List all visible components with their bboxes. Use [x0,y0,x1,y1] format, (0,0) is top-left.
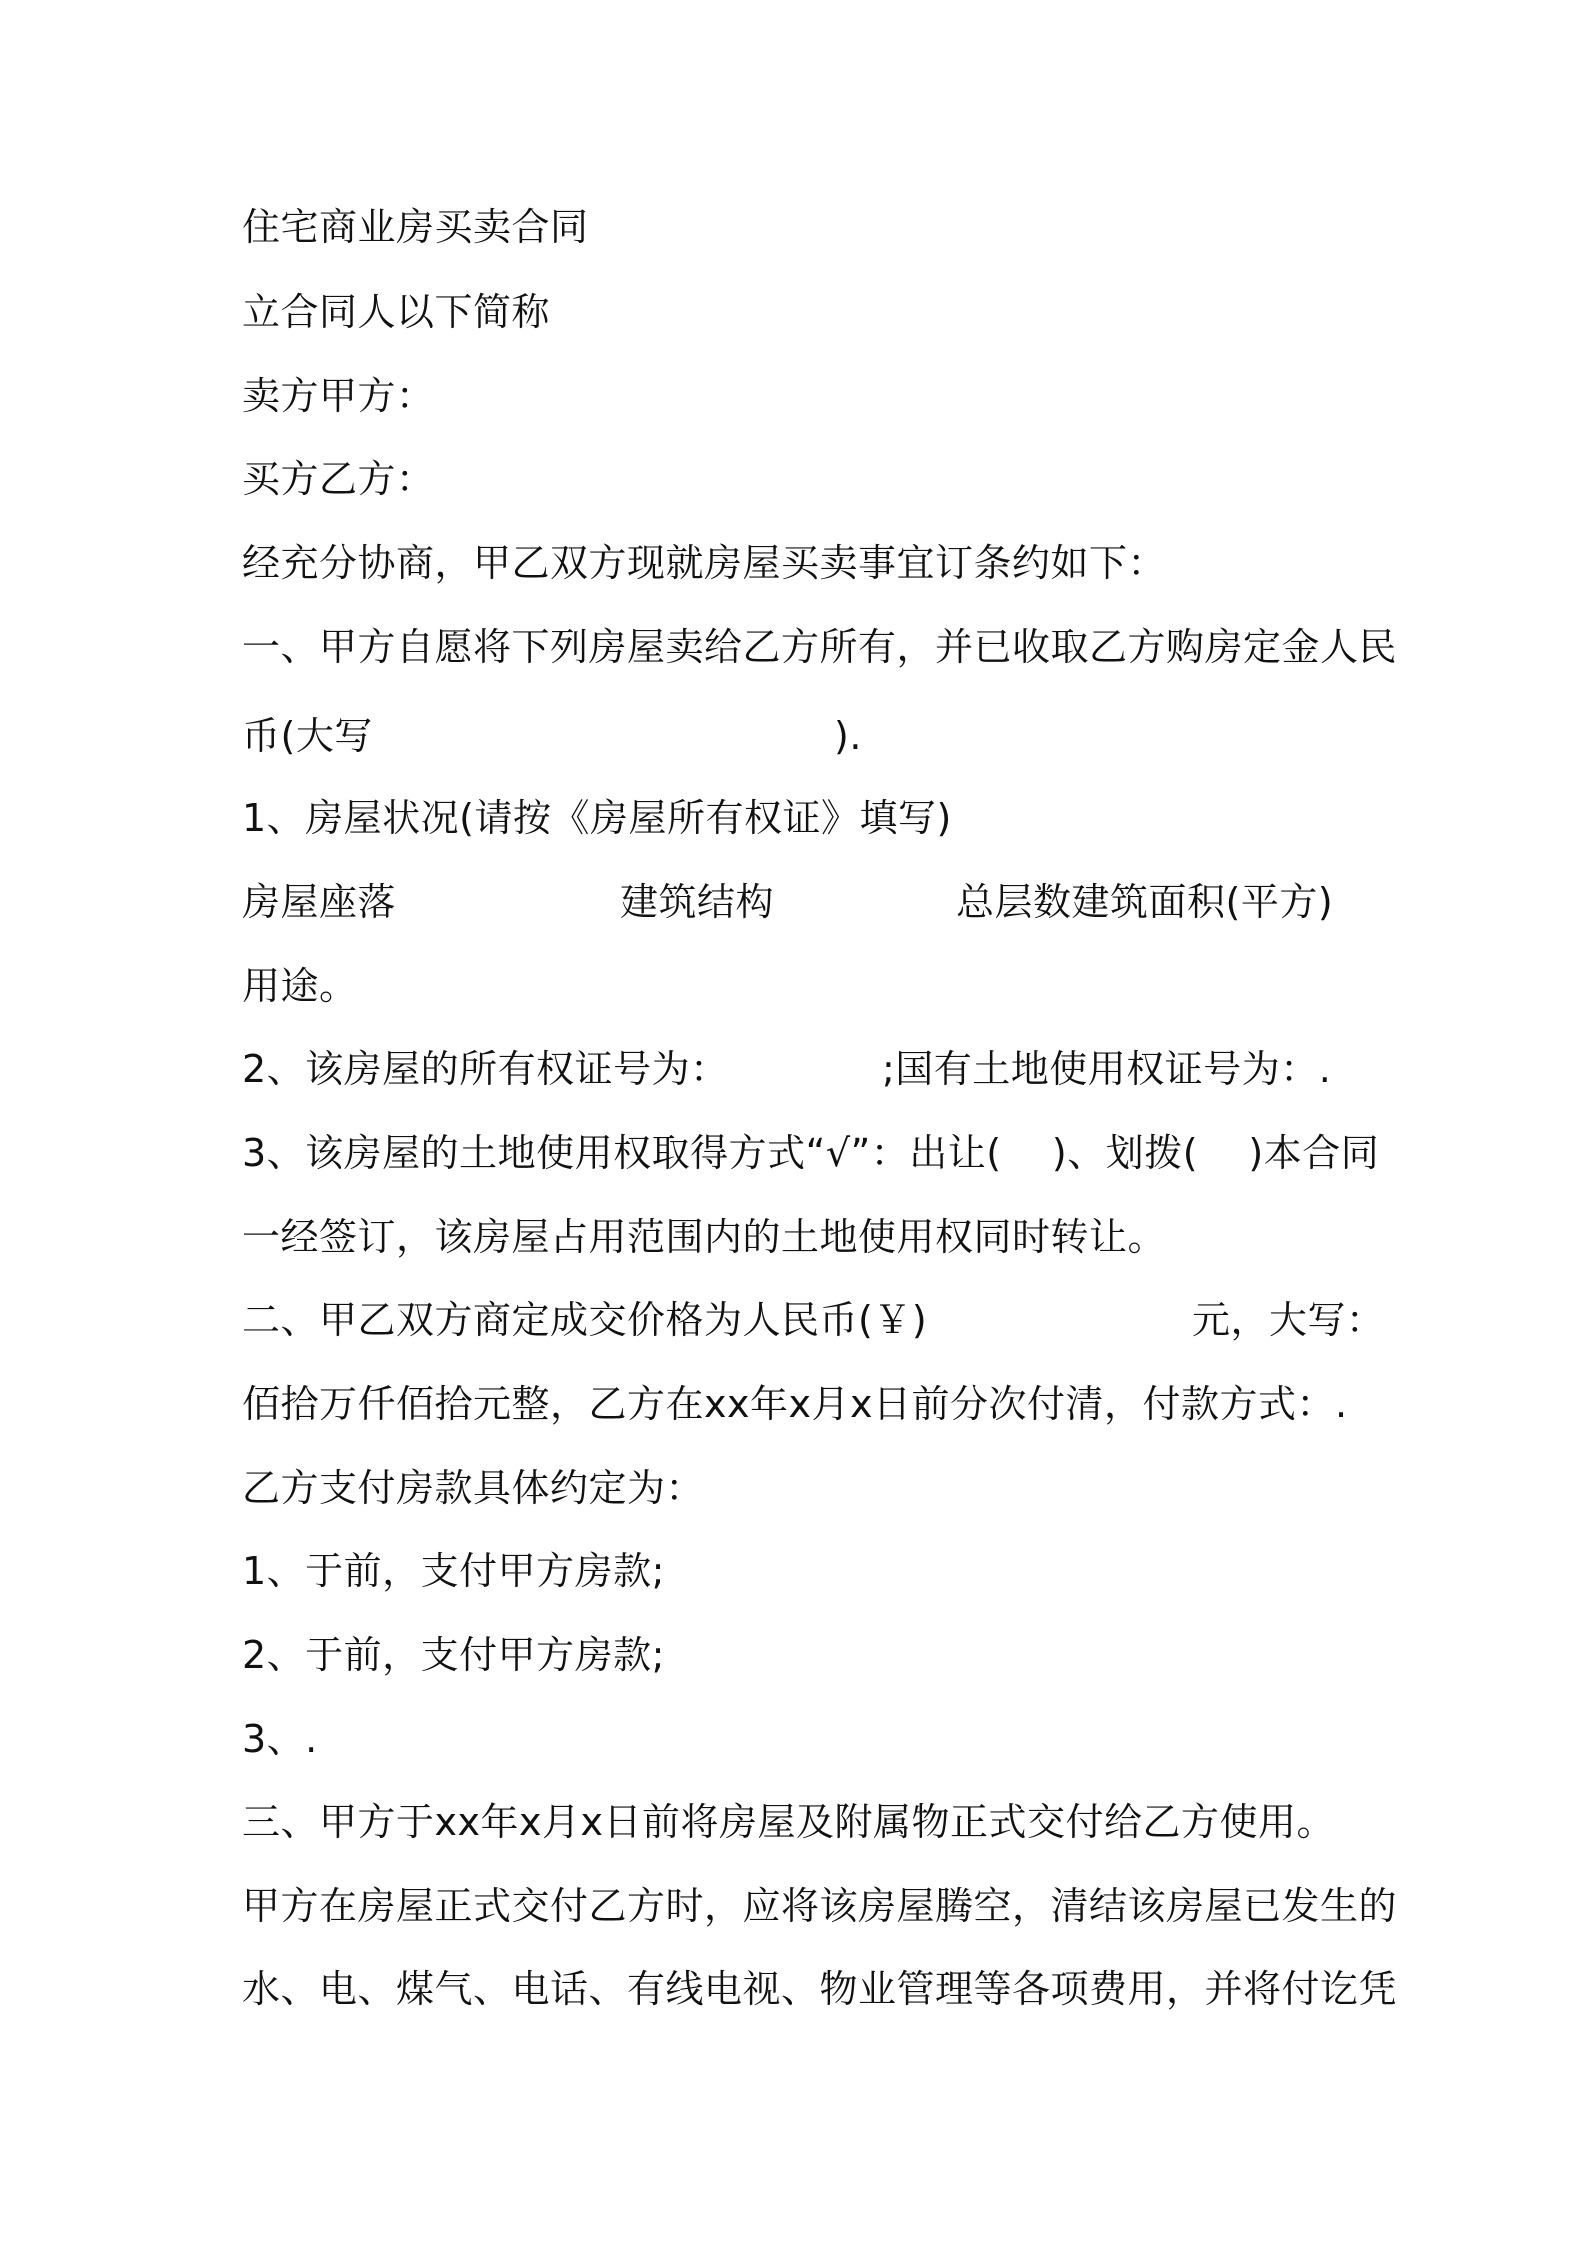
payment-item-2: 2、于前，支付甲方房款; [242,1633,665,1677]
house-structure-label: 建筑结构 [620,880,775,924]
buyer-line: 买方乙方： [242,457,435,501]
price-suffix: 元，大写： [1192,1298,1385,1342]
house-usage-line: 用途。 [242,964,358,1008]
house-status-line: 1、房屋状况(请按《房屋所有权证》填写) [242,796,952,840]
price-line [242,1297,1385,1343]
land-certificate-label: ;国有土地使用权证号为：. [882,1047,1332,1091]
land-rights-line: 3、该房屋的土地使用权取得方式“√”：出让( )、划拨( )本合同 [242,1131,1380,1175]
clause1-line: 一、甲方自愿将下列房屋卖给乙方所有，并已收取乙方购房定金人民 [242,625,1398,669]
house-floors-area-label: 总层数建筑面积(平方) [956,880,1334,924]
seller-line: 卖方甲方： [242,374,435,418]
deposit-suffix: ). [834,714,862,758]
land-rights-continuation: 一经签订，该房屋占用范围内的土地使用权同时转让。 [242,1215,1167,1259]
preamble-line: 经充分协商，甲乙双方现就房屋买卖事宜订条约如下： [242,541,1167,585]
clause3-line2: 甲方在房屋正式交付乙方时，应将该房屋腾空，清结该房屋已发生的 [242,1884,1398,1928]
payment-item-1: 1、于前，支付甲方房款; [242,1549,665,1593]
house-fields-line [242,879,1362,925]
ownership-certificate-label: 2、该房屋的所有权证号为： [242,1047,729,1091]
amount-line: 佰拾万仟佰拾元整，乙方在xx年x月x日前分次付清，付款方式：. [242,1382,1348,1426]
intro-line: 立合同人以下简称 [242,290,551,334]
contract-title: 住宅商业房买卖合同 [242,205,589,249]
certificate-line [242,1046,1362,1092]
clause3-line1: 三、甲方于xx年x月x日前将房屋及附属物正式交付给乙方使用。 [242,1800,1335,1844]
payment-intro-line: 乙方支付房款具体约定为： [242,1466,705,1510]
house-location-label: 房屋座落 [242,880,397,924]
deposit-prefix: 币(大写 [242,714,373,758]
deposit-line [242,713,1362,759]
payment-item-3: 3、. [242,1717,318,1761]
clause3-line3: 水、电、煤气、电话、有线电视、物业管理等各项费用，并将付讫凭 [242,1967,1398,2011]
price-prefix: 二、甲乙双方商定成交价格为人民币(￥) [242,1298,928,1342]
